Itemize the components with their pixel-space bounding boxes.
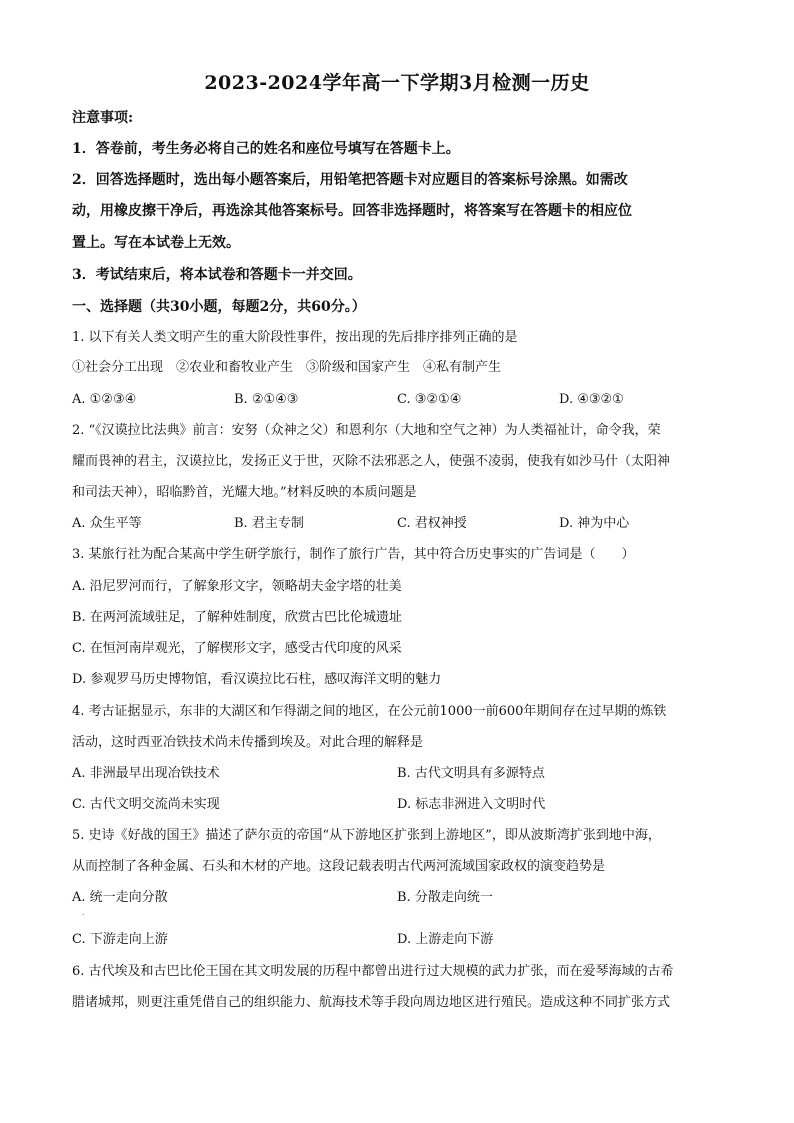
- question-1-stem: 1. 以下有关人类文明产生的重大阶段性事件，按出现的先后排序排列正确的是: [72, 330, 518, 345]
- notice-heading: 注意事项:: [72, 110, 134, 126]
- question-3-option-d: D. 参观罗马历史博物馆，看汉谟拉比石柱，感叹海洋文明的魅力: [72, 672, 442, 687]
- question-4-option-c: C. 古代文明交流尚未实现: [72, 797, 220, 812]
- question-5-option-b: B. 分散走向统一: [397, 890, 493, 905]
- question-1-option-a: A. ①②③④: [72, 392, 137, 407]
- notice-item: 置上。写在本试卷上无效。: [72, 235, 240, 251]
- question-2-option-c: C. 君权神授: [397, 516, 467, 531]
- question-2-option-d: D. 神为中心: [559, 516, 630, 531]
- question-4-option-a: A. 非洲最早出现冶铁技术: [72, 766, 220, 781]
- question-2-stem: 和司法天神），昭临黔首，光耀大地。”材料反映的本质问题是: [72, 485, 417, 500]
- question-1-stem: ①社会分工出现 ②农业和畜牧业产生 ③阶级和国家产生 ④私有制产生: [72, 360, 502, 375]
- question-3-option-b: B. 在两河流域驻足，了解种姓制度，欣赏古巴比伦城遗址: [72, 610, 402, 625]
- question-3-stem: 3. 某旅行社为配合某高中学生研学旅行，制作了旅行广告，其中符合历史事实的广告词是（ ）: [72, 547, 635, 562]
- notice-item: 3．考试结束后，将本试卷和答题卡一并交回。: [72, 267, 362, 283]
- question-4-stem: 4. 考古证据显示，东非的大湖区和乍得湖之间的地区，在公元前1000一前600年期间存在过早期的炼铁: [72, 704, 667, 719]
- question-5-stem: 5. 史诗《好战的国王》描述了萨尔贡的帝国“从下游地区扩张到上游地区”，即从波斯湾扩张到地中海，: [72, 828, 661, 843]
- question-4-option-d: D. 标志非洲进入文明时代: [397, 797, 546, 812]
- question-5-option-c: C. 下游走向上游: [72, 932, 168, 947]
- question-2-stem: 2. “《汉谟拉比法典》前言：安努（众神之父）和恩利尔（大地和空气之神）为人类福祉计，命令我，荣: [72, 423, 661, 438]
- question-6-stem: 腊诸城邦，则更注重凭借自己的组织能力、航海技术等手段向周边地区进行殖民。造成这种不同扩张方式: [72, 995, 671, 1010]
- notice-item: 2．回答选择题时，选出每小题答案后，用铅笔把答题卡对应题目的答案标号涂黑。如需改: [72, 172, 628, 188]
- notice-item: 动，用橡皮擦干净后，再选涂其他答案标号。回答非选择题时，将答案写在答题卡的相应位: [72, 203, 632, 219]
- notice-item: 1．答卷前，考生务必将自己的姓名和座位号填写在答题卡上。: [72, 141, 460, 157]
- page-title: 2023-2024学年高一下学期3月检测一历史: [204, 72, 590, 94]
- question-4-stem: 活动，这时西亚冶铁技术尚未传播到埃及。对此合理的解释是: [72, 735, 424, 750]
- section-heading: 一、选择题（共30小题，每题2分，共60分。）: [72, 299, 366, 315]
- question-2-stem: 耀而畏神的君主，汉谟拉比，发扬正义于世，灭除不法邪恶之人，使强不凌弱，使我有如沙马什（太阳神: [72, 454, 671, 469]
- question-3-option-a: A. 沿尼罗河而行，了解象形文字，领略胡夫金字塔的壮美: [72, 579, 402, 594]
- question-5-stem: 从而控制了各种金属、石头和木材的产地。这段记载表明古代两河流域国家政权的演变趋势是: [72, 859, 606, 874]
- question-1-option-b: B. ②①④③: [234, 392, 299, 407]
- question-2-option-b: B. 君主专制: [234, 516, 304, 531]
- question-1-option-d: D. ④③②①: [559, 392, 624, 407]
- question-3-option-c: C. 在恒河南岸观光，了解楔形文字，感受古代印度的风采: [72, 641, 402, 656]
- question-6-stem: 6. 古代埃及和古巴比伦王国在其文明发展的历程中都曾出进行过大规模的武力扩张，而在爱琴海域的古希: [72, 964, 674, 979]
- stray-mark: .: [82, 908, 85, 917]
- question-5-option-d: D. 上游走向下游: [397, 932, 494, 947]
- question-2-option-a: A. 众生平等: [72, 516, 142, 531]
- question-4-option-b: B. 古代文明具有多源特点: [397, 766, 545, 781]
- question-1-option-c: C. ③②①④: [397, 392, 462, 407]
- question-5-option-a: A. 统一走向分散: [72, 890, 168, 905]
